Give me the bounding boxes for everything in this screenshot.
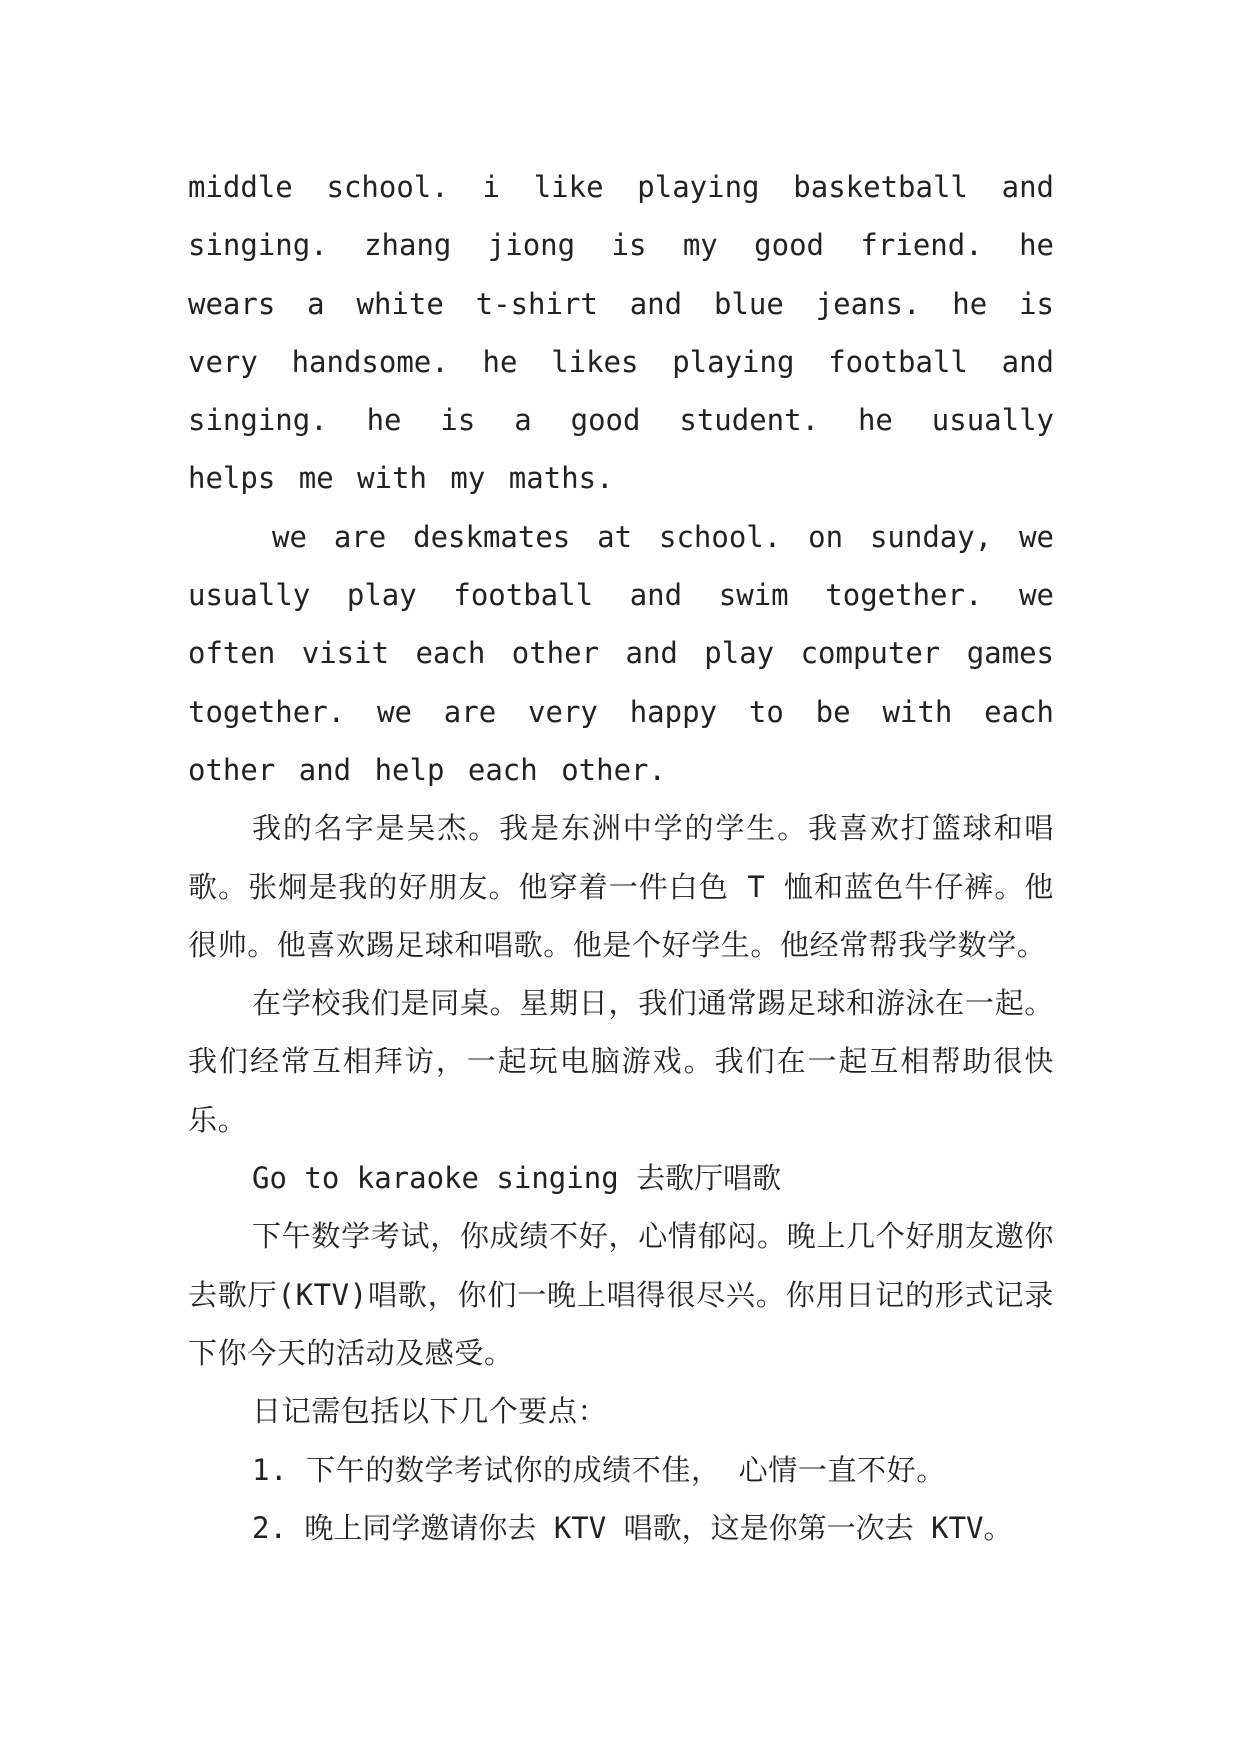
key-point-2: 2. 晚上同学邀请你去 KTV 唱歌，这是你第一次去 KTV。 bbox=[252, 1510, 1013, 1545]
essay-prompt: 下午数学考试，你成绩不好，心情郁闷。晚上几个好朋友邀你去歌厅(KTV)唱歌，你们一晚上唱得很尽兴。你用日记的形式记录下你今天的活动及感受。 bbox=[188, 1219, 1054, 1370]
paragraph-chinese-1: 我的名字是吴杰。我是东洲中学的学生。我喜欢打篮球和唱歌。张炯是我的好朋友。他穿着一件白色 T 恤和蓝色牛仔裤。他很帅。他喜欢踢足球和唱歌。他是个好学生。他经常帮我学数学。 bbox=[188, 811, 1054, 962]
paragraph-english-2: we are deskmates at school. on sunday, we usually play football and swim together. we often visit each other and play computer games together. we are very happy to be with each other and help each other. bbox=[188, 519, 1054, 787]
paragraph-english-1: middle school. i like playing basketball and singing. zhang jiong is my good friend. he wears a white t-shirt and blue jeans. he is very handsome. he likes playing football and singing. he is a good student. he usually helps me with my maths. bbox=[188, 170, 1054, 496]
key-points-heading: 日记需包括以下几个要点： bbox=[252, 1394, 608, 1429]
essay-title: Go to karaoke singing 去歌厅唱歌 bbox=[252, 1161, 782, 1196]
key-point-1: 1. 下午的数学考试你的成绩不佳， 心情一直不好。 bbox=[252, 1452, 946, 1487]
paragraph-chinese-2: 在学校我们是同桌。星期日，我们通常踢足球和游泳在一起。我们经常互相拜访，一起玩电脑游戏。我们在一起互相帮助很快乐。 bbox=[188, 986, 1054, 1137]
document-body bbox=[188, 158, 1054, 1557]
